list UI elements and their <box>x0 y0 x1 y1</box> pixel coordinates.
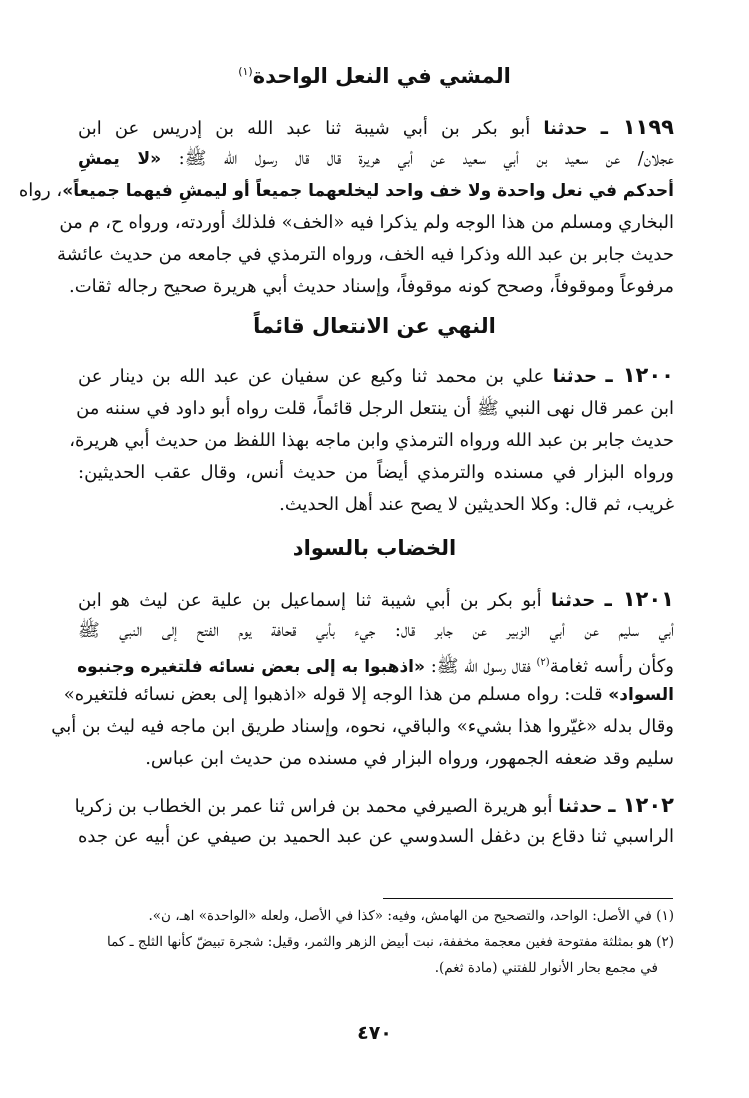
hadith-1199-line-1 <box>78 112 674 144</box>
hadith-text: علي بن محمد ثنا وكيع عن سفيان عن عبد الله بن دينار عن <box>78 366 545 387</box>
hadith-text: وكأن رأسه ثغامة <box>549 656 674 677</box>
chapter-heading-standing-sandal: النهي عن الانتعال قائماً <box>253 314 496 338</box>
page-number: ٤٧٠ <box>357 1022 392 1044</box>
footnote-2-line-2: في مجمع بحار الأنوار للفتني (مادة ثغم). <box>434 960 658 976</box>
hadith-number: ١٢٠١ ـ <box>604 587 675 611</box>
hadith-1199-line-5: حديث جابر بن عبد الله وذكرا فيه الخف، ورواه الترمذي في جامعه من حديث عائشة <box>56 244 674 265</box>
footnote-1: (١) في الأصل: الواحد، والتصحيح من الهامش، وفيه: «كذا في الأصل، ولعله «الواحدة» اهـ، ن». <box>148 908 674 924</box>
hadith-1201-line-5: وقال بدله «غيّروا هذا بشيء» والباقي، نحوه، وإسناد طريق ابن ماجه فيه ليث بن أبي <box>51 716 674 737</box>
prophetic-quote: أحدكم في نعل واحدة ولا خف واحد ليخلعهما جميعاً أو ليمشِ فيهما جميعاً» <box>62 181 674 201</box>
chapter-heading-black-dye: الخضاب بالسواد <box>292 536 457 560</box>
prophetic-quote: «لا يمشِ <box>78 149 162 169</box>
hadith-1199-line-3 <box>18 176 674 206</box>
hadith-text: عجلان/ عن سعيد بن أبي سعيد عن أبي هريرة قال قال رسول الله ﷺ: <box>178 148 675 169</box>
hadith-number: ١٢٠٢ ـ <box>608 793 674 817</box>
hadith-text: أبو هريرة الصيرفي محمد بن فراس ثنا عمر بن الخطاب بن زكريا <box>74 796 553 817</box>
hadith-1200-line-4: ورواه البزار في مسنده والترمذي أيضاً من حديث أنس، وقال عقب الحديثين: <box>78 462 674 483</box>
hadith-number: ١٢٠٠ ـ <box>605 363 674 387</box>
chapter-heading-walking-one-sandal <box>0 64 749 88</box>
prophetic-quote: السواد» <box>608 685 674 705</box>
hadith-text: فقال رسول الله ﷺ: <box>430 656 531 677</box>
hadith-1199-line-4: البخاري ومسلم من هذا الوجه ولم يذكرا فيه «الخف» فلذلك أوردته، ورواه ح، م من <box>59 212 674 233</box>
hadith-1200-line-2: ابن عمر قال نهى النبي ﷺ أن ينتعل الرجل قائماً، قلت رواه أبو داود في سننه من <box>76 398 674 419</box>
heading-text: المشي في النعل الواحدة <box>252 64 511 88</box>
hadith-1200-line-5: غريب، ثم قال: وكلا الحديثين لا يصح عند أهل الحديث. <box>279 494 674 515</box>
prophetic-quote: «اذهبوا به إلى بعض نسائه فلتغيره وجنبوه <box>77 657 425 677</box>
hadith-text: أبو بكر بن أبي شيبة ثنا إسماعيل بن علية عن ليث هو ابن <box>78 590 542 611</box>
hadith-1201-line-6: سليم وقد ضعفه الجمهور، ورواه البزار في مسنده من حديث ابن عباس. <box>145 748 674 769</box>
hadith-1200-line-1 <box>78 360 674 392</box>
hadith-1199-line-6: مرفوعاً وموقوفاً، وصحح كونه موقوفاً، وإسناد حديث أبي هريرة صحيح رجاله ثقات. <box>69 276 674 297</box>
hadith-1200-line-3: حديث جابر بن عبد الله ورواه الترمذي وابن ماجه بهذا اللفظ من حديث أبي هريرة، <box>69 430 674 451</box>
hadith-1201-line-1 <box>78 584 674 616</box>
hadith-keyword: حدثنا <box>552 366 597 387</box>
hadith-1201-line-2: أبي سليم عن أبي الزبير عن جابر قال: جيء بأبي قحافة يوم الفتح إلى النبي ﷺ <box>78 620 674 641</box>
footnote-2-line-1: (٢) هو بمثلثة مفتوحة فغين معجمة مخففة، نبت أبيض الزهر والثمر، وقيل: شجرة تبيضّ كأنها الثلج ـ كما <box>106 934 674 950</box>
hadith-1202-line-2: الراسبي ثنا دقاع بن دغفل السدوسي عن عبد الحميد بن صيفي عن أبيه عن جده <box>78 826 674 847</box>
hadith-1201-line-4 <box>63 680 674 710</box>
hadith-text: قلت: رواه مسلم من هذا الوجه إلا قوله «اذهبوا إلى بعض نسائه فلتغيره» <box>63 684 603 705</box>
hadith-1199-line-2 <box>78 144 674 174</box>
footnote-divider <box>383 898 673 899</box>
hadith-1202-line-1 <box>74 790 674 822</box>
hadith-text: ، رواه <box>18 180 63 201</box>
hadith-keyword: حدثنا <box>558 796 603 817</box>
hadith-keyword: حدثنا <box>543 118 588 139</box>
footnote-ref-2: (٢) <box>536 657 550 668</box>
hadith-1201-line-3 <box>78 648 674 682</box>
hadith-text: أبو بكر بن أبي شيبة ثنا عبد الله بن إدريس عن ابن <box>78 118 531 139</box>
hadith-keyword: حدثنا <box>550 590 596 611</box>
hadith-number: ١١٩٩ ـ <box>600 115 674 139</box>
footnote-ref-1: (١) <box>238 65 253 78</box>
